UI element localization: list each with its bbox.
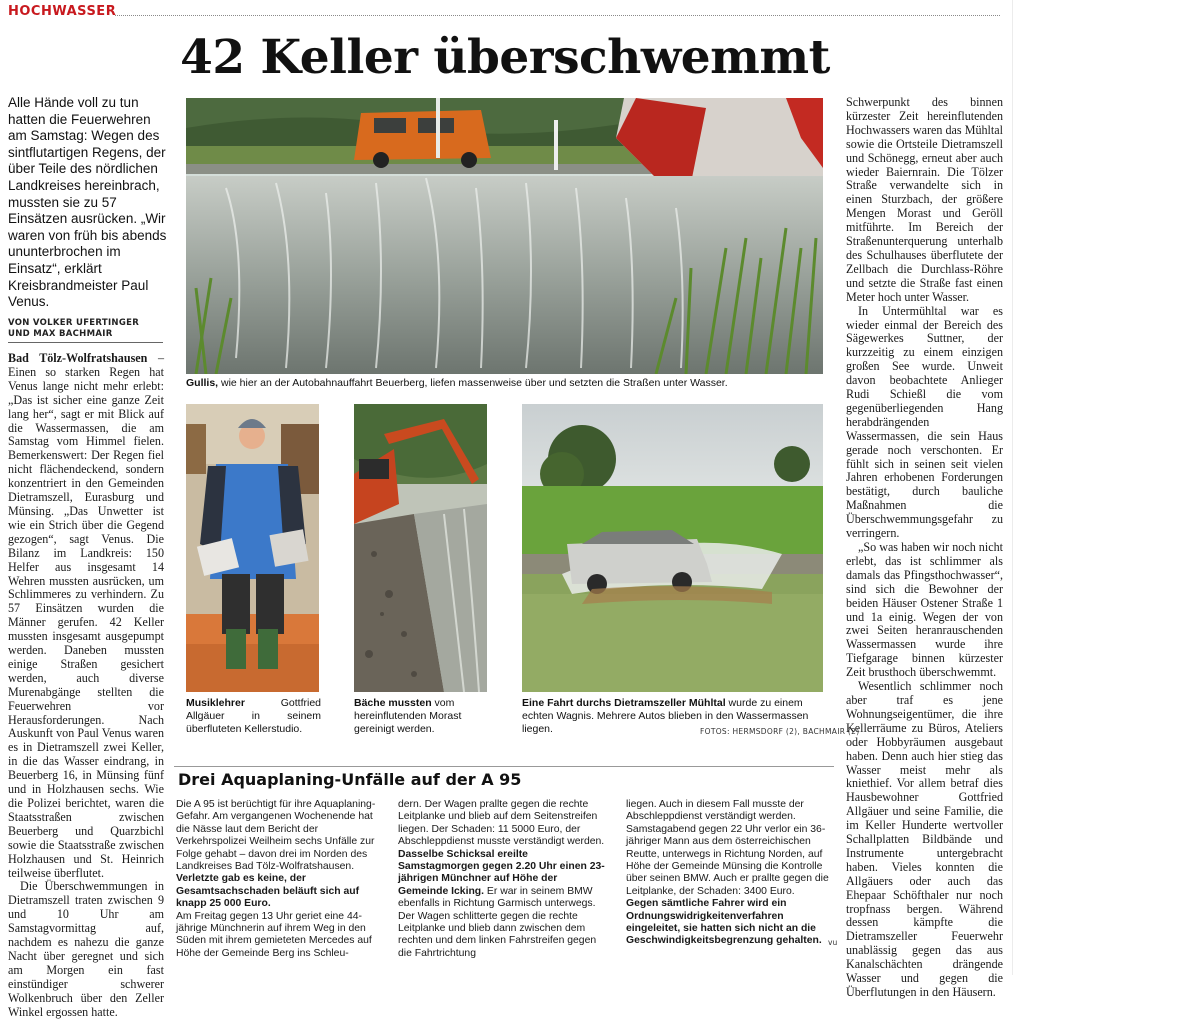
- box-bold-text: Dasselbe Schicksal ereilte Samstagmorgen gegen 2.20 Uhr einen 23-jährigen Münchner auf Höhe der Gemeinde Icking.: [398, 848, 605, 897]
- box-column-2: [398, 799, 610, 960]
- caption-lead: Bäche mussten: [354, 697, 432, 709]
- body-column-right: [846, 96, 1003, 1000]
- photo-caption-teacher: [186, 697, 321, 736]
- body-column-left: [8, 352, 164, 1020]
- box-column-3: [626, 799, 838, 948]
- caption-lead: Musiklehrer: [186, 697, 245, 709]
- box-paragraph: liegen. Auch in diesem Fall musste der Abschleppdienst verständigt werden. Samstagabend gegen 22 Uhr verlor ein 36-jähriger Mann aus dem österreichischen Reutte, unterwegs in Richtung Norden, auf Höhe der Gemeinde Münsing die Kontrolle über seinen BMW. Auch er prallte gegen die Leitplanke, der Schaden: 3400 Euro.: [626, 799, 829, 897]
- box-bold-text: Verletzte gab es keine, der Gesamtsachschaden beläuft sich auf knapp 25 000 Euro.: [176, 873, 360, 910]
- caption-text: wie hier an der Autobahnauffahrt Beuerberg, liefen massenweise über und setzten die Straßen unter Wasser.: [218, 377, 728, 389]
- byline-divider: [8, 342, 163, 343]
- paragraph-text: – Einen so starken Regen hat Venus lange nicht mehr erlebt: „Das ist sicher eine ganze Zeit lang her“, sagt er mit Blick auf die Wassermassen, die am Samstag vom Himmel fielen. Bemerkenswert: Der Regen fiel nicht flächendeckend, sondern konzentriert in den Gemeinden Dietramszell, Eurasburg und Münsing. „Das Unwetter ist wie ein Strich über die Gegend gezogen“, sagt Venus. Die Bilanz im Landkreis: 150 Helfer aus insgesamt 14 Wehren mussten ausrücken, um Schlimmeres zu verhindern. Zu 57 Einsätzen wurden die Männer gerufen. 42 Keller mussten insgesamt ausgepumpt werden. Daneben mussten einige Straßen gesichert werden, auch diverse Murenabgänge stellten die Feuerwehren vor Herausforderungen. Nach Auskunft von Paul Venus waren es in Dietramszell zwei Keller, in die das Wasser eindrang, in Beuerberg 16, in Münsing fünf und in Holzhausen sechs. Wie die Polizei berichtet, waren die Staatsstraßen zwischen Beuerberg und Quarzbichl sowie die Staatsstraße zwischen Holzhausen und St. Heinrich teilweise überflutet.: [8, 351, 164, 880]
- box-paragraph: Am Freitag gegen 13 Uhr geriet eine 44-jährige Münchnerin auf ihrem Weg in den Süden mit ihrem gemieteten Mercedes auf Höhe der Gemeinde Berg ins Schleu-: [176, 910, 372, 959]
- article-headline: 42 Keller überschwemmt: [180, 30, 830, 85]
- article-intro: Alle Hände voll zu tun hatten die Feuerwehren am Samstag: Wegen des sintflutartigen Regens, der über Teile des nördlichen Landkreises hereinbrach, mussten sie zu 57 Einsätzen ausrücken. „Wir waren von früh bis abends ununterbrochen im Einsatz“, erklärt Kreisbrandmeister Paul Venus.: [8, 95, 167, 310]
- photo-caption-stream: [354, 697, 489, 736]
- page-edge: [1012, 0, 1013, 975]
- dateline: Bad Tölz-Wolfratshausen: [8, 351, 148, 365]
- box-paragraph: [176, 799, 388, 911]
- box-bold-text: Gegen sämtliche Fahrer wird ein Ordnungswidrigkeitenverfahren eingeleitet, sie hatten sich nicht an die Geschwindigkeitsbegrenzung gehalten.: [626, 898, 822, 947]
- box-paragraph: [626, 898, 838, 948]
- body-paragraph: Wesentlich schlimmer noch aber traf es jene Wohnungseigentümer, die ihre Kellerräume zu Büros, Ateliers oder Hobbyräumen ausgebaut haben. Denn auch hier stieg das Wasser meist mehr als kniethief. Vor allem betraf dies Hausbewohner Gottfried Allgäuer und seine Familie, die im Keller Hunderte wertvoller Schallplatten Bildbände und Instrumente untergebracht haben. Vieles konnten die Allgäuers oder auch das Ehepaar Schöfthaler nur noch tropfnass bergen. Während dessen kämpfte die Dietramszeller Feuerwehr unablässig gegen das aus Kanalschächten drängende Wasser und gegen die Überflutungen in den Häusern.: [846, 679, 1003, 999]
- byline-line-1: VON VOLKER UFERTINGER: [8, 318, 140, 328]
- caption-text: vom hereinflutenden Morast gereinigt werden.: [354, 697, 462, 735]
- rubric-divider: [115, 15, 1000, 16]
- body-paragraph: [8, 352, 164, 880]
- box-column-1: [176, 799, 388, 960]
- body-paragraph: „So was haben wir noch nicht erlebt, das ist schlimmer als damals das Pfingsthochwasser“, sind sich die Bewohner der beiden Häuser Ostener Straße 1 und 1a einig. Wegen der von zwei Seiten heranrauschenden Wassermassen wurde ihre Tiefgarage binnen kürzester Zeit brusthoch überschwemmt.: [846, 540, 1003, 680]
- box-divider: [174, 766, 834, 767]
- box-paragraph: dern. Der Wagen prallte gegen die rechte Leitplanke und blieb auf dem Seitenstreifen liegen. Der Schaden: 11 5000 Euro, der Abschleppdienst musste verständigt werden.: [398, 799, 605, 848]
- box-author-signature: vu: [828, 938, 838, 947]
- caption-text: wurde zu einem echten Wagnis. Mehrere Autos blieben in den Wassermassen liegen.: [522, 697, 809, 735]
- photo-stream-cleanup: [354, 404, 487, 692]
- caption-text: Gottfried Allgäuer in seinem überfluteten Kellerstudio.: [186, 697, 321, 735]
- photo-car-in-flood: [522, 404, 823, 692]
- caption-lead: Gullis,: [186, 377, 219, 389]
- body-paragraph: Schwerpunkt des binnen kürzester Zeit hereinflutenden Hochwassers waren das Mühltal sowie die Ortsteile Dietramszell und Schönegg, erneut aber auch wieder Baiernrain. Die Tölzer Straße verwandelte sich in einen Sturzbach, der größere Mengen Morast und Geröll mitführte. Im Bereich der Straßenunterquerung unterhalb des Schulhauses überflutete der Zellbach die Durchlass-Röhre und setzte die Straße fast einen Meter hoch unter Wasser.: [846, 95, 1003, 304]
- caption-lead: Eine Fahrt durchs Dietramszeller Mühltal: [522, 697, 726, 709]
- photo-music-teacher: [186, 404, 319, 692]
- photo-overflowing-drain: [186, 98, 823, 374]
- body-paragraph: Die Überschwemmungen in Dietramszell traten zwischen 9 und 10 Uhr am Samstagvormittag auf, nachdem es nahezu die ganze Nacht über geregnet und sich am Morgen ein fast einstündiger schwerer Wolkenbruch über den Zeller Winkel ergossen hatte.: [8, 879, 164, 1019]
- photo-caption-main: [186, 377, 823, 390]
- box-text: Die A 95 ist berüchtigt für ihre Aquaplaning-Gefahr. Am vergangenen Wochenende hat die Nässe laut dem Bericht der Verkehrspolizei Weilheim sechs Unfälle zur Folge gehabt – davon drei im Norden des Landkreises Bad Tölz-Wolfratshausen.: [176, 799, 376, 873]
- box-title: Drei Aquaplaning-Unfälle auf der A 95: [178, 770, 522, 789]
- photo-credit: FOTOS: HERMSDORF (2), BACHMAIR (2): [700, 727, 860, 736]
- box-text: Er war in seinem BMW ebenfalls in Richtung Garmisch unterwegs. Der Wagen schlitterte gegen die rechte Leitplanke und blieb dann zwischen dem rechten und dem linken Fahrstreifen gegen die Fahrtrichtung: [398, 885, 597, 959]
- article-byline: [8, 318, 168, 340]
- body-paragraph: In Untermühltal war es wieder einmal der Bereich des Sägewerkes Suttner, der kurzzeitig zu einem einzigen großen See wurde. Unweit davon beobachtete Anlieger Rudi Schießl die vom gegenüberliegenden Hang herabdrängenden Wassermassen, die sein Haus gerade noch verschonten. Er fühlt sich in seinen seit vielen Jahren erhobenen Forderungen bestätigt, durch bauliche Maßnahmen die Überschwemmungsgefahr zu verringern.: [846, 303, 1003, 541]
- section-rubric: HOCHWASSER: [8, 4, 117, 19]
- box-paragraph: [398, 849, 610, 961]
- byline-line-2: UND MAX BACHMAIR: [8, 329, 113, 339]
